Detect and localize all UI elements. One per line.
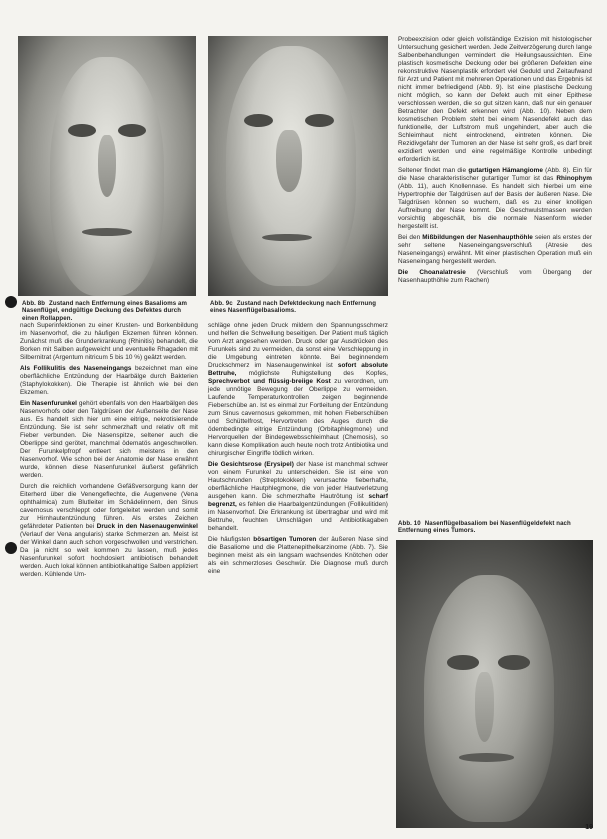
paragraph: Bei den Mißbildungen der Nasenhaupthöhle seien als erstes der sehr seltene Naseneingangsverschluß (Atresie des Naseneingangs) erwähnt. Mit einer plastischen Operation muß ein Naseneingang hergestellt werden.	[398, 234, 592, 265]
paragraph: Ein Nasenfurunkel gehört ebenfalls von den Haarbälgen des Nasenvorhofs oder den Talgdrüsen der Außenseite der Nase aus. Es handelt sich hier um eine eitrige, nekrotisierende Entzündung. Sie ist sehr schmerzhaft und relativ oft mit Fieber verbunden. Die Nasenspitze, seltener auch die Oberlippe sind gerötet, manchmal ödematös angeschwollen. Der Furunkelpfropf entleert sich meistens in den Nasenvorhof. Wie schon bei der Anatomie der Nase erwähnt wurde, können diese Nasenfurunkel äußerst gefährlich werden.	[20, 400, 199, 479]
photo-patient-nose-defect	[18, 36, 196, 296]
photo-patient-nose-epithesis	[396, 540, 593, 828]
photo-patient-nose-reconstruction	[208, 36, 388, 296]
page-number: 19	[585, 824, 593, 831]
paragraph: Die Choanalatresie (Verschluß vom Übergang der Nasenhaupthöhle zum Rachen)	[398, 269, 593, 284]
figure-caption-8: Abb. 8b Zustand nach Entfernung eines Basalioms am Nasenflügel, endgültige Deckung des Defektes durch einen Rollappen.	[22, 300, 187, 322]
paragraph: nach Superinfektionen zu einer Krusten- und Borkenbildung im Nasenvorhof, die zu häufigen Ekzemen führen können. Zunächst muß die Grunderkrankung (Rhinitis) behandelt, die Borken mit Salben aufgeweicht und eventuelle Rhagaden mit Silbernitrat (Argentum nitricum 5 bis 10 %) geätzt werden.	[20, 322, 198, 361]
text-column-1	[20, 322, 198, 582]
paragraph: Die häufigsten bösartigen Tumoren der äußeren Nase sind die Basaliome und die Plattenepithelkarzinome (Abb. 7). Sie beginnen meist als ein langsam wachsendes Knötchen oder als ein schmerzloses Geschwür. Die Diagnose muß durch eine	[208, 536, 388, 575]
paragraph: Seltener findet man die gutartigen Hämangiome (Abb. 8). Ein für die Nase charakteristischer gutartiger Tumor ist das Rhinophym (Abb. 11), auch Knollennase. Es handelt sich hierbei um eine Hypertrophie der Talgdrüsen auf der Basis der äußeren Nase. Die Talgdrüsen können so wuchern, daß es zu einer knolligen Auftreibung der Nase kommt. Die Geschwulstmassen werden vorsichtig abgeschält, bis die normale Nasenform wieder hergestellt ist.	[398, 167, 592, 230]
figure-caption-9: Abb. 9c Zustand nach Defektdeckung nach Entfernung eines Nasenflügelbasalioms.	[210, 300, 377, 315]
text-column-2	[208, 322, 388, 579]
punch-hole-top	[5, 296, 17, 308]
paragraph: Durch die reichlich vorhandene Gefäßversorgung kann der Eiterherd über die Venengeflechte, die Augenvene (Vena ophthalmica) zum Blutleiter im Schädelinnern, den Sinus cavernosus verschleppt oder fortgeleitet werden und somit zur Hirnhautentzündung führen. Als erstes Zeichen gefährdeter Patienten bei Druck in den Nasenaugenwinkel (Verlauf der Vena angularis) starke Schmerzen an. Meist ist der Winkel dann auch schon vorgeschwollen und verstrichen. Da ja nicht so weit kommen zu lassen, muß jedes Nasenfurunkel sofort hochdosiert antibiotisch behandelt werden. Auch lokal können antibiotikahaltige Salben appliziert werden. Kühlende Um-	[20, 483, 198, 578]
figure-caption-10: Abb. 10 Nasenflügelbasaliom bei Nasenflügeldefekt nach Entfernung eines Tumors.	[398, 520, 571, 535]
paragraph: schläge ohne jeden Druck mildern den Spannungsschmerz und helfen die Schwellung beseitigen. Der Patient muß täglich vom Arzt angesehen werden. Druck oder gar Ausdrücken des Furunkels sind zu vermeiden, da sonst eine Verschleppung in die Umgebung eintreten könnte. Bei beginnendem Druckschmerz im Nasenaugenwinkel ist sofort absolute Bettruhe, möglichste Ruhigstellung des Kopfes, Sprechverbot und flüssig-breiige Kost zu verordnen, um jede unnötige Bewegung der Oberlippe zu vermeiden. Laufende Temperaturkontrollen zeigen beginnende Fieberschübe an. Ist es einmal zur Fortleitung der Entzündung zum Sinus cavernosus gekommen, mit hohen Fieberschüben und Schüttelfrost, Hervortreten des Auges durch die ödembedingte eitrige Entzündung (Orbitaphlegmone) und Hervorquellen der Bindegewebsschleimhaut (Chemosis), so kann diese Komplikation auch heute noch trotz Antibiotika und chirurgischer Eingriffe tödlich wirken.	[208, 322, 389, 457]
paragraph: Die Gesichtsrose (Erysipel) der Nase ist manchmal schwer von einem Furunkel zu unterscheiden. Sie ist eine von Hautschrunden (Streptokokken) verursachte fieberhafte, oberflächliche Hautphlegmone, die von jeder Hautverletzung ausgehen kann. Die schmerzhafte Hautrötung ist scharf begrenzt, es fehlen die Haarbalgentzündungen (Follikulitiden) im Nasenvorhof. Die Erkrankung ist übertragbar und wird mit Bettruhe, feuchten Umschlägen und Antibiotikagaben behandelt.	[208, 461, 389, 532]
punch-hole-bottom	[5, 542, 17, 554]
paragraph: Probeexzision oder gleich vollständige Exzision mit histologischer Untersuchung gesichert werden. Jede Zeitverzögerung durch lange Salbenbehandlungen vermindert die Heilungsaussichten. Eine plastisch kosmetische Deckung oder bei größeren Defekten eine rekonstruktive Nasenplastik erfordert viel Geduld und Zeitaufwand für Arzt und Patient mit mehreren Operationen und das Ergebnis ist nicht immer befriedigend (Abb. 9). Ist eine plastische Deckung nicht möglich, so kann der Defekt auch mit einer Epithese verschlossen werden, die so gut sitzen kann, daß nur ein genauer Betrachter den Defekt erkennen wird (Abb. 10). Neben dem kosmetischen Problem steht bei einem Nasendefekt auch das funktionelle, der Luftstrom muß ungehindert, aber auch die Schleimhaut nicht eintrocknend, eintreten können. Die Rezidivgefahr der Tumoren an der Nase ist sehr groß, es darf breit exzidiert werden und eine regelmäßige Kontrolle unbedingt erforderlich ist.	[398, 36, 592, 163]
text-column-3	[398, 36, 592, 288]
paragraph: Als Follikulitis des Naseneingangs bezeichnet man eine oberflächliche Entzündung der Haarbälge durch Bakterien (Staphylokokken). Die Therapie ist ähnlich wie bei den Ekzemen.	[20, 365, 198, 396]
